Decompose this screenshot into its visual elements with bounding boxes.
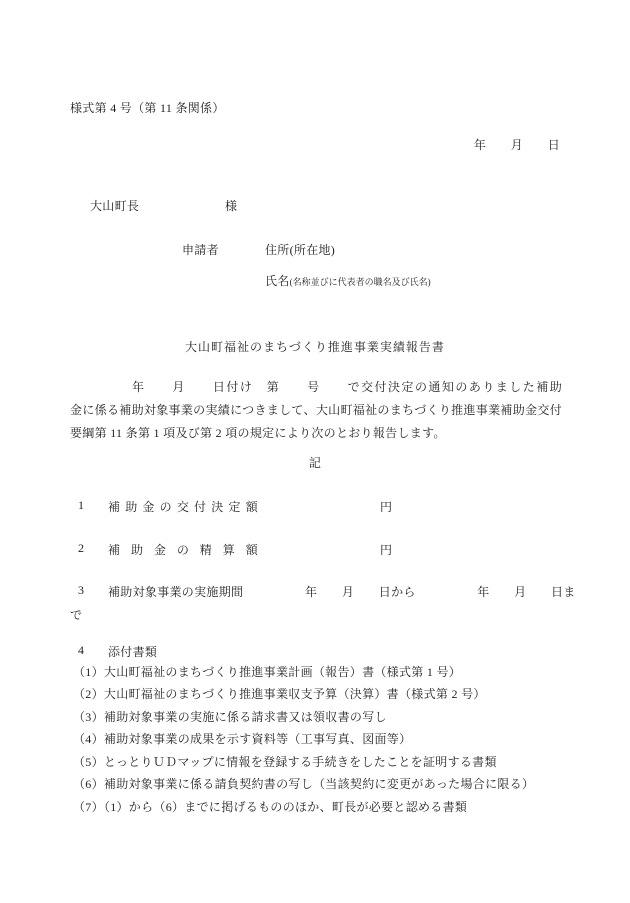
document-title: 大山町福祉のまちづくり推進事業実績報告書 xyxy=(185,340,445,354)
item-number: 4 xyxy=(78,643,85,657)
attachment-item: （1）大山町福祉のまちづくり推進事業計画（報告）書（様式第 1 号） xyxy=(73,665,462,679)
attachment-item: （2）大山町福祉のまちづくり推進事業収支予算（決算）書（様式第 2 号） xyxy=(73,687,486,701)
body-line: 金に係る補助対象事業の実績につきまして、大山町福祉のまちづくり推進事業補助金交付 xyxy=(70,403,562,417)
applicant-name-note: (名称並びに代表者の職名及び氏名) xyxy=(289,277,431,287)
form-number: 様式第 4 号（第 11 条関係） xyxy=(70,101,225,115)
item-grant-decision-amount xyxy=(70,498,590,514)
applicant-name-label: 氏名 xyxy=(265,274,290,288)
attachment-item: （7）（1）から（6）までに掲げるもののほか、町長が必要と認める書類 xyxy=(73,800,468,814)
applicant-address-label: 住所(所在地) xyxy=(265,243,336,257)
item-label: 補助金の交付決定額 xyxy=(108,500,258,514)
attachment-item: （5）とっとりＵＤマップに情報を登録する手続きをしたことを証明する書類 xyxy=(73,755,497,769)
item-grant-settlement-amount xyxy=(70,541,590,557)
item-project-period xyxy=(70,583,590,599)
section-marker-ki: 記 xyxy=(308,456,322,470)
body-paragraph xyxy=(70,376,562,445)
item-unit-yen: 円 xyxy=(380,500,393,514)
item-number: 3 xyxy=(78,583,85,597)
addressee-honorific: 様 xyxy=(225,199,238,213)
item-number: 2 xyxy=(78,541,85,555)
attachment-item: （3）補助対象事業の実施に係る請求書又は領収書の写し xyxy=(73,710,387,724)
attachment-item: （6）補助対象事業に係る請負契約書の写し（当該契約に変更があった場合に限る） xyxy=(73,777,535,791)
item-period-wrap: で xyxy=(70,608,83,622)
applicant-label: 申請者 xyxy=(182,243,219,257)
item-number: 1 xyxy=(78,498,85,512)
applicant-line xyxy=(182,241,482,258)
addressee-name: 大山町長 xyxy=(90,199,140,213)
item-period-blanks: 年 月 日から 年 月 日ま xyxy=(305,585,576,599)
item-label: 添付書類 xyxy=(108,645,158,659)
item-unit-yen: 円 xyxy=(380,543,393,557)
attachment-item: （4）補助対象事業の成果を示す資料等（工事写真、図面等） xyxy=(73,732,412,746)
applicant-name-line xyxy=(265,272,431,289)
addressee-line xyxy=(90,197,390,214)
issue-date-blank: 年 月 日 xyxy=(473,138,560,152)
item-label: 補助金の精算額 xyxy=(108,543,258,557)
item-label: 補助対象事業の実施期間 xyxy=(108,585,244,599)
body-line: 要綱第 11 条第 1 項及び第 2 項の規定により次のとおり報告します。 xyxy=(70,426,446,440)
body-line: 年 月 日付け 第 号 で交付決定の通知のありました補助 xyxy=(132,380,562,394)
item-attachments-heading xyxy=(70,643,590,659)
